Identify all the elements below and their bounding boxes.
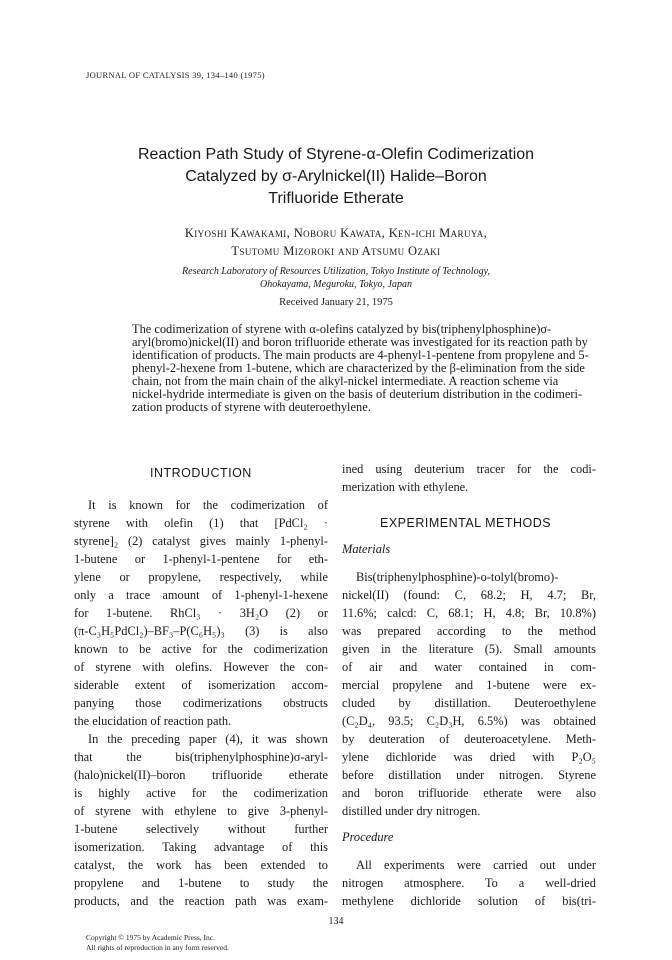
paragraph-line: methylene dichloride solution of bis(tri- [342, 894, 596, 908]
paragraph-line: products, and the reaction path was exam- [74, 894, 328, 908]
affiliation-line: Research Laboratory of Resources Utilization, Tokyo Institute of Technology, [182, 266, 490, 277]
paragraph-line: Bis(triphenylphosphine)-o-tolyl(bromo)- [356, 570, 559, 584]
paragraph-line: cluded by distillation. Deuteroethylene [342, 696, 596, 710]
experimental-heading: EXPERIMENTAL METHODS [380, 516, 552, 530]
paragraph-line: merization with ethylene. [342, 480, 469, 494]
introduction-heading: INTRODUCTION [150, 466, 252, 480]
paragraph-line: ined using deuterium tracer for the codi- [342, 462, 596, 476]
authors-line: Kiyoshi Kawakami, Noboru Kawata, Ken-ichi Maruya, [184, 226, 488, 240]
paragraph-line: propylene and 1-butene to study the [74, 876, 328, 890]
title-line: Catalyzed by σ-Arylnickel(II) Halide–Boron [185, 168, 487, 185]
paragraph-line: before distillation under nitrogen. Styrene [342, 768, 596, 782]
procedure-heading: Procedure [342, 830, 394, 844]
paragraph-line: of air and water contained in com- [342, 660, 596, 674]
page-number: 134 [328, 916, 344, 927]
title-line: Trifluoride Etherate [268, 190, 404, 207]
paragraph-line: of styrene with olefins. However the con- [74, 660, 328, 674]
paragraph-line: ylene dichloride was dried with P₂O₅ [342, 750, 596, 764]
paragraph-line: 1-butene or 1-phenyl-1-pentene for eth- [74, 552, 328, 566]
paragraph-line: given in the literature (5). Small amounts [342, 642, 596, 656]
paragraph-line: It is known for the codimerization of [88, 498, 328, 512]
paragraph-line: was prepared according to the method [342, 624, 596, 638]
paragraph-line: mercial propylene and 1-butene were ex- [342, 678, 596, 692]
paragraph-line: styrene with olefin (1) that [PdCl₂ · [74, 516, 328, 530]
paragraph-line: 11.6%; calcd: C, 68.1; H, 4.8; Br, 10.8%) [342, 606, 596, 620]
paragraph-line: and boron trifluoride etherate were also [342, 786, 596, 800]
paragraph-line: known to be active for the codimerization [74, 642, 328, 656]
paragraph-line: All experiments were carried out under [356, 858, 596, 872]
abstract-line: aryl(bromo)nickel(II) and boron trifluoride etherate was investigated for its reaction path by [132, 335, 588, 349]
paragraph-line: the elucidation of reaction path. [74, 714, 232, 728]
footer-line: Copyright © 1975 by Academic Press, Inc. [86, 933, 216, 942]
paragraph-line: by deuteration of deuteroacetylene. Meth- [342, 732, 596, 746]
paragraph-line: catalyst, the work has been extended to [74, 858, 328, 872]
paragraph-line: of styrene with ethylene to give 3-phenyl- [74, 804, 328, 818]
title-line: Reaction Path Study of Styrene-α-Olefin Codimerization [137, 146, 535, 163]
abstract-line: nickel-hydride intermediate is given on the basis of deuterium distribution in the codimeri- [132, 387, 583, 401]
paragraph-line: that the bis(triphenylphosphine)σ-aryl- [74, 750, 328, 764]
paragraph-line: nitrogen atmosphere. To a well-dried [342, 876, 596, 890]
paragraph-line: only a trace amount of 1-phenyl-1-hexene [74, 588, 328, 602]
abstract-line: zation products of styrene with deuteroethylene. [132, 400, 371, 414]
paragraph-line: (π-C₃H₅PdCl₂)–BF₃–P(C₆H₅)₃ (3) is also [74, 624, 328, 638]
paragraph-line: for 1-butene. RhCl₃ · 3H₂O (2) or [74, 606, 328, 620]
abstract-line: phenyl-2-hexene from 1-butene, which are characterized by the β-elimination from the side [132, 361, 585, 375]
paragraph-line: siderable extent of isomerization accom- [74, 678, 328, 692]
authors-line: Tsutomu Mizoroki and Atsumu Ozaki [231, 244, 441, 258]
paragraph-line: panying those codimerizations obstructs [74, 696, 328, 710]
abstract-line: chain, not from the main chain of the alkyl-nickel intermediate. A reaction scheme via [132, 374, 559, 388]
paragraph-line: (C₂D₄, 93.5; C₂D₃H, 6.5%) was obtained [342, 714, 596, 728]
received-date: Received January 21, 1975 [279, 297, 393, 308]
paragraph-line: nickel(II) (found: C, 68.2; H, 4.7; Br, [342, 588, 596, 602]
paragraph-line: 1-butene selectively without further [74, 822, 328, 836]
abstract-line: identification of products. The main products are 4-phenyl-1-pentene from propylene and 5- [132, 348, 589, 362]
abstract-line: The codimerization of styrene with α-olefins catalyzed by bis(triphenylphosphine)σ- [132, 322, 552, 336]
paragraph-line: (halo)nickel(II)–boron trifluoride etherate [74, 768, 328, 782]
paragraph-line: In the preceding paper (4), it was shown [88, 732, 328, 746]
paragraph-line: ylene or propylene, respectively, while [74, 570, 328, 584]
affiliation-line: Ohokayama, Meguroku, Tokyo, Japan [259, 279, 412, 290]
paragraph-line: is highly active for the codimerization [74, 786, 328, 800]
paragraph-line: styrene]₂ (2) catalyst gives mainly 1-phenyl- [74, 534, 328, 548]
paragraph-line: isomerization. Taking advantage of this [74, 840, 328, 854]
paragraph-line: distilled under dry nitrogen. [342, 804, 481, 818]
footer-line: All rights of reproduction in any form reserved. [86, 943, 229, 952]
materials-heading: Materials [342, 542, 391, 556]
journal-header: JOURNAL OF CATALYSIS 39, 134–140 (1975) [86, 70, 265, 80]
